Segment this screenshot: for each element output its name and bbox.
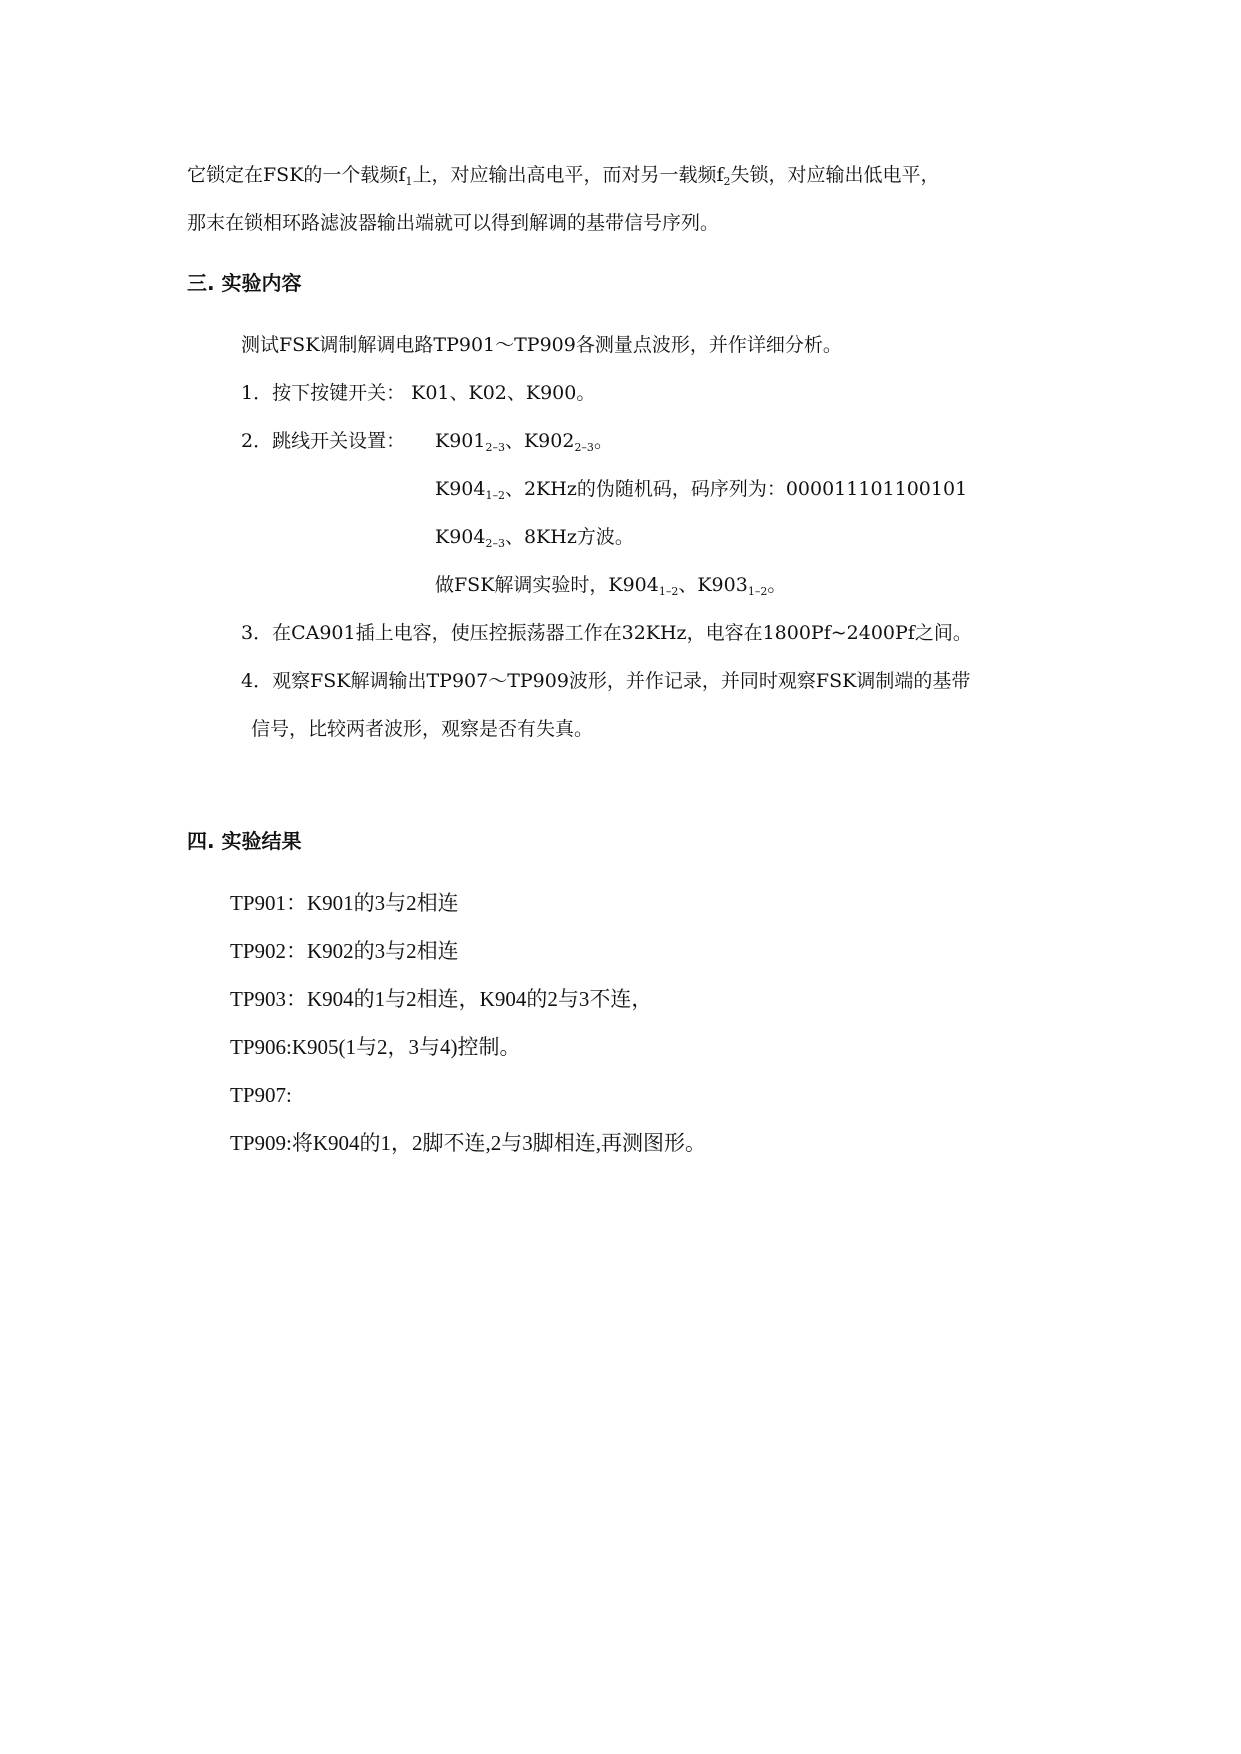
step-2-line-1: $K901_{2-3}$、$K902_{2-3}$。	[435, 430, 613, 454]
intro-f2-sub: 2	[723, 175, 731, 188]
step-4-line-2: 信号，比较两者波形，观察是否有失真。	[251, 718, 594, 740]
result-tp906: TP906:K905(1与2，3与4)控制。	[230, 1035, 521, 1059]
section-4-heading: 四. 实验结果	[187, 829, 302, 853]
result-tp907: TP907:	[230, 1083, 292, 1107]
intro-f2: f	[716, 164, 724, 186]
result-tp902: TP902：K902的3与2相连	[230, 939, 459, 963]
intro-f1-sub: 1	[405, 175, 413, 188]
intro-line-1	[187, 162, 940, 188]
step-2-line-2: $K904_{1-2}$、2KHz的伪随机码，码序列为：000011101100101	[435, 478, 968, 502]
result-tp909: TP909:将K904的1，2脚不连,2与3脚相连,再测图形。	[230, 1131, 707, 1155]
intro-line-2: 那末在锁相环路滤波器输出端就可以得到解调的基带信号序列。	[187, 212, 720, 234]
step-2-line-3: $K904_{2-3}$、8KHz方波。	[435, 526, 634, 550]
section-3-description: 测试FSK调制解调电路TP901～TP909各测量点波形，并作详细分析。	[241, 334, 842, 356]
intro-text-a: 它锁定在FSK的一个载频	[187, 164, 399, 186]
step-3: 3．在CA901插上电容，使压控振荡器工作在32KHz，电容在1800Pf~2400Pf之间。	[241, 622, 972, 644]
result-tp903: TP903：K904的1与2相连，K904的2与3不连，	[230, 987, 653, 1011]
intro-text-b: 上，对应输出高电平，而对另一载频	[412, 164, 717, 186]
intro-f1: f	[398, 164, 406, 186]
step-2-line-4: 做FSK解调实验时，$K904_{1-2}$、$K903_{1-2}$。	[435, 574, 787, 598]
section-3-heading: 三. 实验内容	[187, 271, 302, 295]
step-2-label: 2．跳线开关设置：	[241, 430, 406, 452]
intro-text-c: 失锁，对应输出低电平，	[730, 164, 940, 186]
result-tp901: TP901：K901的3与2相连	[230, 891, 459, 915]
step-1: 1．按下按键开关： K01、K02、K900。	[241, 382, 596, 404]
step-4-line-1: 4．观察FSK解调输出TP907～TP909波形，并作记录，并同时观察FSK调制端的基带	[241, 670, 971, 692]
